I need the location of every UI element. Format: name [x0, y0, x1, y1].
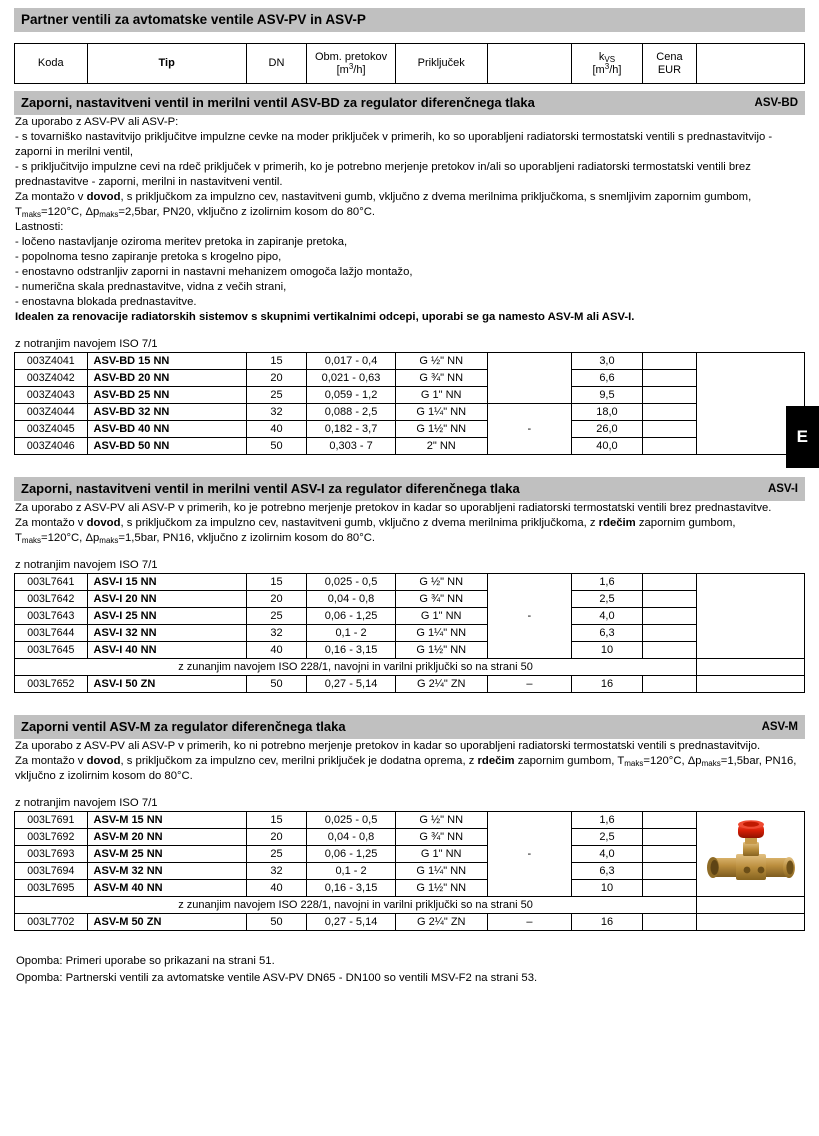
cell-connection: G ¾" NN — [395, 370, 487, 387]
mount-bd-sym: Δp — [85, 206, 100, 219]
cell-price — [642, 863, 696, 880]
mount-bd-p1: Za montažo v — [15, 191, 87, 204]
table-row[interactable] — [15, 438, 805, 455]
cell-code: 003Z4044 — [15, 404, 88, 421]
cell-dn: 25 — [246, 846, 306, 863]
product-table-asv-bd — [14, 352, 805, 455]
external-thread-note-m: z zunanjim navojem ISO 228/1, navojni in varilni priključki so na strani 50 — [15, 897, 697, 914]
asv-m-valve-photo — [699, 812, 802, 896]
cell-dn: 32 — [246, 625, 306, 642]
cell-dn: 25 — [246, 608, 306, 625]
mount-m-sub2: maks — [701, 759, 721, 769]
paragraph-bd-4: Lastnosti: — [15, 221, 64, 234]
mount-m-b2: rdečim — [477, 755, 515, 768]
cell-kvs: 40,0 — [572, 438, 643, 455]
mount-i-sub2: maks — [99, 536, 119, 546]
table-row[interactable] — [15, 863, 805, 880]
cell-kvs: 4,0 — [572, 846, 643, 863]
cell-type: ASV-M 32 NN — [87, 863, 246, 880]
cell-type: ASV-M 50 ZN — [87, 914, 246, 931]
cell-type: ASV-BD 20 NN — [87, 370, 246, 387]
cell-mid-dash: - — [487, 404, 572, 455]
cell-flow: 0,021 - 0,63 — [307, 370, 396, 387]
spacer — [14, 693, 805, 715]
flow-label: Obm. pretokov — [314, 50, 388, 63]
column-legend-table — [14, 43, 805, 84]
header-cell-kvs — [572, 44, 643, 84]
header-cell-flow — [307, 44, 396, 84]
cell-kvs: 6,3 — [572, 625, 643, 642]
thread-note-i: z notranjim navojem ISO 7/1 — [15, 559, 158, 572]
header-cell-type: Tip — [87, 44, 246, 84]
cell-type: ASV-I 50 ZN — [87, 676, 246, 693]
cell-connection: G 1" NN — [395, 387, 487, 404]
cell-flow: 0,088 - 2,5 — [307, 404, 396, 421]
cell-connection: G 1¼" NN — [395, 404, 487, 421]
cell-dn: 20 — [246, 829, 306, 846]
cell-dn: 50 — [246, 914, 306, 931]
footnote-1: Opomba: Primeri uporabe so prikazani na strani 51. — [16, 955, 275, 968]
cell-dn: 32 — [246, 863, 306, 880]
paragraph-i-mount — [14, 516, 805, 546]
mount-bd-sub2: maks — [99, 210, 119, 220]
mount-bd-p3: =120°C, — [41, 206, 86, 219]
mount-m-b1: dovod — [86, 755, 121, 768]
cell-kvs: 16 — [572, 914, 643, 931]
spacer — [14, 546, 805, 559]
cell-mid-dash: – — [487, 914, 572, 931]
cell-price — [642, 591, 696, 608]
cell-price — [642, 421, 696, 438]
section-header-asv-bd — [14, 91, 805, 115]
cell-type: ASV-M 40 NN — [87, 880, 246, 897]
header-cell-price: Cena EUR — [642, 44, 696, 84]
mount-i-p2: , s priključkom za impulzno cev, nastavitveni gumb, vključno z dvema merilnima priključkoma, z — [120, 517, 599, 530]
mount-m-sym: Δp — [687, 755, 702, 768]
cell-flow: 0,025 - 0,5 — [307, 574, 396, 591]
cell-flow: 0,06 - 1,25 — [307, 608, 396, 625]
cell-flow: 0,04 - 0,8 — [307, 591, 396, 608]
cell-kvs: 2,5 — [572, 829, 643, 846]
mount-i-sub1: maks — [21, 536, 42, 546]
cell-connection: G 1½" NN — [395, 421, 487, 438]
cell-price — [642, 676, 696, 693]
cell-price — [642, 404, 696, 421]
cell-mid-dash: - — [487, 812, 572, 897]
cell-connection: G 1¼" NN — [395, 625, 487, 642]
cell-code: 003L7645 — [15, 642, 88, 659]
cell-connection: G 1" NN — [395, 846, 487, 863]
cell-code: 003L7642 — [15, 591, 88, 608]
cell-code: 003L7692 — [15, 829, 88, 846]
cell-type: ASV-M 15 NN — [87, 812, 246, 829]
spacer — [14, 325, 805, 338]
cell-price — [642, 880, 696, 897]
product-table-asv-i — [14, 573, 805, 693]
cell-type: ASV-M 25 NN — [87, 846, 246, 863]
paragraph-m-0: Za uporabo z ASV-PV ali ASV-P v primerih, ko ni potrebno merjenje pretokov in kadar so uporabljeni radiatorski termostatski ventili s prednastavitvijo. — [15, 740, 761, 753]
cell-dn: 15 — [246, 812, 306, 829]
cell-dn: 15 — [246, 353, 306, 370]
cell-connection: G ½" NN — [395, 812, 487, 829]
cell-connection: 2" NN — [395, 438, 487, 455]
cell-price — [642, 642, 696, 659]
kvs-unit-pre: [m — [592, 63, 605, 76]
cell-dn: 40 — [246, 421, 306, 438]
table-row-note — [15, 659, 805, 676]
kvs-unit-exp: 3 — [604, 61, 610, 71]
table-row[interactable] — [15, 829, 805, 846]
mount-m-p3: =120°C, — [643, 755, 688, 768]
cell-price — [642, 574, 696, 591]
cell-kvs: 9,5 — [572, 387, 643, 404]
cell-mid-dash: – — [487, 676, 572, 693]
table-row[interactable] — [15, 812, 805, 829]
table-row[interactable] — [15, 642, 805, 659]
table-row[interactable] — [15, 591, 805, 608]
mount-bd-sub1: maks — [21, 210, 42, 220]
header-cell-connection: Priključek — [395, 44, 487, 84]
header-cell-dn: DN — [246, 44, 306, 84]
mount-m-p4: =1,5bar, PN16, vključno z izolirnim kosom do 80°C. — [15, 755, 797, 783]
mount-m-p2: , s priključkom za impulzno cev, merilni priključek je dodatna oprema, z — [120, 755, 478, 768]
paragraph-bd-8: - numerična skala prednastavitve, vidna z večih strani, — [15, 281, 287, 294]
section-badge-asv-m: ASV-M — [761, 721, 798, 734]
page-title: Partner ventili za avtomatske ventile ASV-PV in ASV-P — [21, 12, 366, 27]
cell-flow: 0,059 - 1,2 — [307, 387, 396, 404]
cell-image-empty — [697, 676, 805, 693]
header-cell-image — [697, 44, 805, 84]
table-row[interactable] — [15, 608, 805, 625]
cell-connection: G ½" NN — [395, 353, 487, 370]
cell-flow: 0,16 - 3,15 — [307, 880, 396, 897]
cell-code: 003Z4041 — [15, 353, 88, 370]
cell-type: ASV-BD 32 NN — [87, 404, 246, 421]
spacer — [14, 84, 805, 91]
cell-code: 003L7694 — [15, 863, 88, 880]
cell-kvs: 2,5 — [572, 591, 643, 608]
cell-connection: G 1" NN — [395, 608, 487, 625]
paragraph-bd-6: - popolnoma tesno zapiranje pretoka s krogelno pipo, — [15, 251, 282, 264]
mount-m-p1: Za montažo v — [15, 755, 87, 768]
cell-kvs: 6,6 — [572, 370, 643, 387]
cell-connection: G ¾" NN — [395, 829, 487, 846]
cell-price — [642, 438, 696, 455]
cell-price — [642, 812, 696, 829]
table-row[interactable] — [15, 421, 805, 438]
cell-price — [642, 846, 696, 863]
cell-connection: G 1½" NN — [395, 880, 487, 897]
mount-i-b2: rdečim — [598, 517, 636, 530]
cell-image-empty — [697, 897, 805, 914]
cell-kvs: 3,0 — [572, 353, 643, 370]
cell-code: 003L7693 — [15, 846, 88, 863]
section-badge-asv-bd: ASV-BD — [754, 97, 798, 109]
cell-dn: 20 — [246, 370, 306, 387]
cell-price — [642, 387, 696, 404]
cell-code: 003L7641 — [15, 574, 88, 591]
cell-type: ASV-I 20 NN — [87, 591, 246, 608]
valve-illustration-svg — [703, 818, 799, 890]
header-cell-blank — [487, 44, 572, 84]
cell-flow: 0,1 - 2 — [307, 863, 396, 880]
cell-connection: G ½" NN — [395, 574, 487, 591]
mount-bd-p4: =2,5bar, PN20, vključno z izolirnim kosom do 80°C. — [118, 206, 376, 219]
cell-kvs: 1,6 — [572, 574, 643, 591]
product-table-asv-m — [14, 811, 805, 931]
cell-kvs: 18,0 — [572, 404, 643, 421]
cell-connection: G 1½" NN — [395, 642, 487, 659]
external-thread-note-i: z zunanjim navojem ISO 228/1, navojni in varilni priključki so na strani 50 — [15, 659, 697, 676]
cell-mid-dash: - — [487, 574, 572, 659]
cell-price — [642, 353, 696, 370]
cell-kvs: 6,3 — [572, 863, 643, 880]
spacer — [14, 455, 805, 477]
cell-code: 003Z4043 — [15, 387, 88, 404]
cell-kvs: 1,6 — [572, 812, 643, 829]
mount-i-p2b: zapornim gumbom, T — [15, 517, 736, 545]
cell-dn: 50 — [246, 676, 306, 693]
cell-flow: 0,303 - 7 — [307, 438, 396, 455]
section-title-asv-m: Zaporni ventil ASV-M za regulator diferenčnega tlaka — [21, 719, 346, 735]
cell-price — [642, 608, 696, 625]
thread-note-bd: z notranjim navojem ISO 7/1 — [15, 338, 158, 351]
section-badge-asv-i: ASV-I — [767, 483, 798, 496]
cell-dn: 20 — [246, 591, 306, 608]
paragraph-bd-7: - enostavno odstranljiv zaporni in nastavni mehanizem omogoča lažjo montažo, — [15, 266, 413, 279]
cell-dn: 32 — [246, 404, 306, 421]
cell-code: 003L7702 — [15, 914, 88, 931]
table-row-note — [15, 897, 805, 914]
section-index-tab[interactable] — [786, 406, 819, 468]
cell-type: ASV-I 15 NN — [87, 574, 246, 591]
cell-kvs: 4,0 — [572, 608, 643, 625]
cell-type: ASV-I 40 NN — [87, 642, 246, 659]
cell-code: 003Z4042 — [15, 370, 88, 387]
cell-price — [642, 914, 696, 931]
table-row[interactable] — [15, 387, 805, 404]
header-cell-code: Koda — [15, 44, 88, 84]
cell-price — [642, 370, 696, 387]
cell-flow: 0,1 - 2 — [307, 625, 396, 642]
cell-kvs: 16 — [572, 676, 643, 693]
cell-flow: 0,16 - 3,15 — [307, 642, 396, 659]
cell-price — [642, 625, 696, 642]
cell-mid-blank — [487, 353, 572, 404]
cell-type: ASV-I 25 NN — [87, 608, 246, 625]
table-row[interactable] — [15, 574, 805, 591]
paragraph-bd-1: - s tovarniško nastavitvijo priključitve impulzne cevke na moder priključek v primerih, ko so uporabljeni radiatorski termostatski ventili s prednastavitvijo - zaporni in merilni ventil, — [15, 131, 773, 159]
mount-i-p1: Za montažo v — [15, 517, 87, 530]
section-title-asv-i: Zaporni, nastavitveni ventil in merilni ventil ASV-I za regulator diferenčnega tlaka — [21, 481, 520, 497]
mount-m-p2b: zapornim gumbom, T — [514, 755, 625, 768]
kvs-subscript: VS — [604, 54, 616, 64]
cell-dn: 40 — [246, 642, 306, 659]
table-row[interactable] — [15, 625, 805, 642]
page-title-bar — [14, 8, 805, 32]
mount-m-sub1: maks — [624, 759, 644, 769]
mount-i-p4: =1,5bar, PN16, vključno z izolirnim kosom do 80°C. — [118, 532, 376, 545]
cell-code: 003Z4045 — [15, 421, 88, 438]
cell-image-empty — [697, 914, 805, 931]
thread-note-m: z notranjim navojem ISO 7/1 — [15, 797, 158, 810]
mount-bd-b1: dovod — [86, 191, 121, 204]
cell-flow: 0,04 - 0,8 — [307, 829, 396, 846]
section-header-asv-i — [14, 477, 805, 501]
cell-flow: 0,017 - 0,4 — [307, 353, 396, 370]
cell-flow: 0,182 - 3,7 — [307, 421, 396, 438]
cell-flow: 0,06 - 1,25 — [307, 846, 396, 863]
table-row[interactable] — [15, 676, 805, 693]
cell-type: ASV-M 20 NN — [87, 829, 246, 846]
cell-image-empty — [697, 574, 805, 659]
table-row[interactable] — [15, 914, 805, 931]
cell-code: 003L7644 — [15, 625, 88, 642]
footnote-2: Opomba: Partnerski ventili za avtomatske ventile ASV-PV DN65 - DN100 so ventili MSV-F2 na strani 53. — [16, 971, 538, 984]
cell-flow: 0,27 - 5,14 — [307, 676, 396, 693]
table-row[interactable] — [15, 880, 805, 897]
cell-flow: 0,27 - 5,14 — [307, 914, 396, 931]
table-row[interactable] — [15, 846, 805, 863]
section-index-tab-label: E — [796, 427, 809, 446]
cell-type: ASV-BD 50 NN — [87, 438, 246, 455]
cell-kvs: 10 — [572, 642, 643, 659]
paragraph-bd-9: - enostavna blokada prednastavitve. — [15, 296, 197, 309]
product-image-cell — [697, 812, 805, 897]
cell-kvs: 26,0 — [572, 421, 643, 438]
cell-code: 003L7643 — [15, 608, 88, 625]
paragraph-bd-0: Za uporabo z ASV-PV ali ASV-P: — [15, 116, 179, 128]
kvs-unit-post: /h] — [609, 63, 622, 76]
paragraph-bd-2: - s priključitvijo impulzne cevi na rdeč priključek v primerih, ko je potrebno merjenje pretokov in/ali so uporabljeni radiatorski termostatski ventili brez prednastavitve - zaporni, merilni in nastavitveni ventil. — [15, 161, 751, 189]
mount-i-p3: =120°C, — [41, 532, 86, 545]
paragraph-bd-mount — [14, 190, 805, 220]
table-row[interactable] — [15, 404, 805, 421]
cell-dn: 15 — [246, 574, 306, 591]
paragraph-i-0: Za uporabo z ASV-PV ali ASV-P v primerih, ko je potrebno merjenje pretokov in kadar so uporabljeni radiatorski termostatski ventili brez prednastavitve. — [15, 502, 772, 515]
cell-price — [642, 829, 696, 846]
mount-i-sym: Δp — [85, 532, 100, 545]
section-title-asv-bd: Zaporni, nastavitveni ventil in merilni ventil ASV-BD za regulator diferenčnega tlaka — [21, 95, 535, 110]
cell-type: ASV-BD 40 NN — [87, 421, 246, 438]
flow-unit-pre: [m — [336, 63, 349, 76]
cell-connection: G 2¼" ZN — [395, 914, 487, 931]
cell-dn: 50 — [246, 438, 306, 455]
mount-i-b1: dovod — [86, 517, 121, 530]
cell-connection: G ¾" NN — [395, 591, 487, 608]
cell-type: ASV-I 32 NN — [87, 625, 246, 642]
cell-connection: G 2¼" ZN — [395, 676, 487, 693]
cell-code: 003L7652 — [15, 676, 88, 693]
flow-unit-post: /h] — [353, 63, 366, 76]
cell-code: 003L7695 — [15, 880, 88, 897]
cell-code: 003L7691 — [15, 812, 88, 829]
flow-unit-exp: 3 — [348, 61, 354, 71]
cell-dn: 40 — [246, 880, 306, 897]
paragraph-bd-5: - ločeno nastavljanje oziroma meritev pretoka in zapiranje pretoka, — [15, 236, 348, 249]
cell-code: 003Z4046 — [15, 438, 88, 455]
cell-type: ASV-BD 25 NN — [87, 387, 246, 404]
paragraph-bd-highlight: Idealen za renovacije radiatorskih sistemov s skupnimi vertikalnimi odcepi, uporabi se ga namesto ASV-M ali ASV-I. — [15, 311, 635, 324]
spacer — [14, 784, 805, 797]
paragraph-m-mount — [14, 754, 805, 784]
cell-image-empty — [697, 659, 805, 676]
spacer — [14, 931, 805, 953]
cell-dn: 25 — [246, 387, 306, 404]
table-row[interactable] — [15, 353, 805, 370]
catalog-page — [0, 8, 819, 1136]
mount-bd-p2: , s priključkom za impulzno cev, nastavitveni gumb, vključno z dvema merilnima priključkoma, s snemljivim zapornim gumbom, T — [15, 191, 752, 219]
cell-kvs: 10 — [572, 880, 643, 897]
cell-type: ASV-BD 15 NN — [87, 353, 246, 370]
section-header-asv-m — [14, 715, 805, 739]
cell-connection: G 1¼" NN — [395, 863, 487, 880]
cell-flow: 0,025 - 0,5 — [307, 812, 396, 829]
table-row[interactable] — [15, 370, 805, 387]
kvs-label: k — [598, 50, 605, 63]
